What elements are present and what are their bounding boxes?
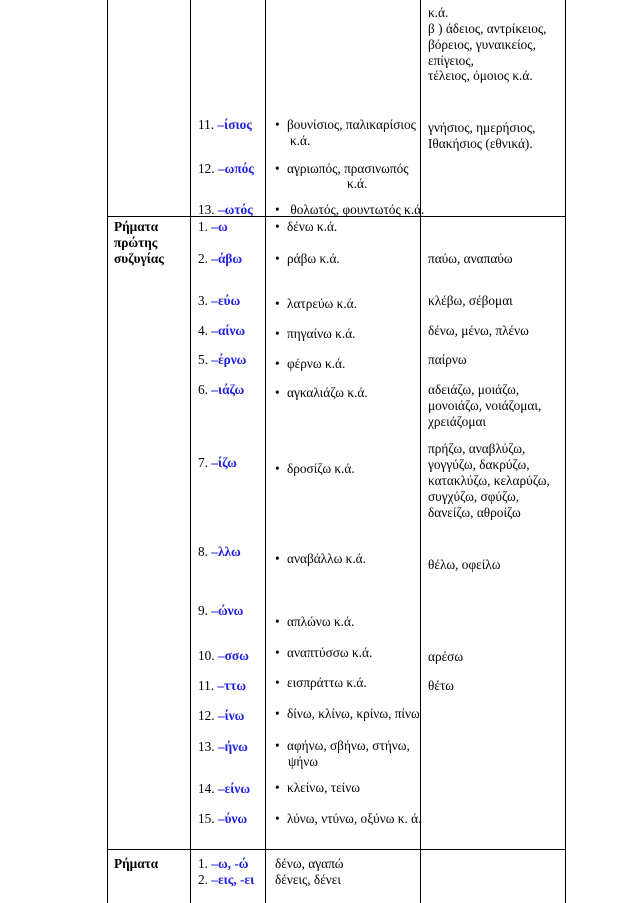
suffix-entry: 3. –εύω	[198, 293, 241, 308]
example-line: • αγκαλιάζω κ.ά.	[275, 385, 368, 401]
example-line: ψήνω	[288, 754, 319, 769]
example-line: • εισπράττω κ.ά.	[275, 675, 367, 691]
note-line: γογγύζω, δακρύζω,	[428, 457, 530, 472]
example-line: • θολωτός, φουντωτός κ.ά.	[275, 202, 424, 218]
note-line: γνήσιος, ημερήσιος,	[428, 120, 536, 135]
suffix-entry: 12. –ίνω	[198, 708, 245, 723]
suffix-entry: 6. –ιάζω	[198, 382, 245, 397]
column-divider-1	[190, 0, 191, 903]
example-line: • κλείνω, τείνω	[275, 780, 360, 796]
example-line: κ.ά.	[290, 133, 311, 148]
note-line: κατακλύζω, κελαρύζω,	[428, 473, 550, 488]
example-line: δένω, αγαπώ	[275, 856, 344, 871]
suffix-entry: 1. –ω	[198, 219, 228, 234]
example-line: • φέρνω κ.ά.	[275, 356, 345, 372]
suffix-entry: 8. –λλω	[198, 544, 241, 559]
note-line: αρέσω	[428, 649, 464, 664]
note-line: μονοιάζω, νοιάζομαι,	[428, 398, 542, 413]
table-border-right	[565, 0, 566, 903]
suffix-entry: 13. –ήνω	[198, 739, 248, 754]
note-line: αδειάζω, μοιάζω,	[428, 382, 520, 397]
suffix-entry: 11. –ίσιος	[198, 117, 252, 132]
note-line: κλέβω, σέβομαι	[428, 293, 513, 308]
table-border-left	[107, 0, 108, 903]
note-line: β ) άδειος, αντρίκειος,	[428, 21, 547, 36]
note-line: επίγειος,	[428, 53, 474, 68]
example-line: • δένω κ.ά.	[275, 219, 337, 235]
example-line: • ράβω κ.ά.	[275, 251, 340, 267]
section-label: Ρήματα	[114, 856, 159, 871]
suffix-entry: 4. –αίνω	[198, 323, 246, 338]
note-line: συγχύζω, σφύζω,	[428, 489, 520, 504]
suffix-entry: 15. –ύνω	[198, 811, 248, 826]
note-line: χρειάζομαι	[428, 414, 486, 429]
note-line: τέλειος, όμοιος κ.ά.	[428, 68, 533, 83]
note-line: πρήζω, αναβλύζω,	[428, 441, 526, 456]
note-line: θέτω	[428, 678, 455, 693]
example-line: κ.ά.	[347, 176, 368, 191]
example-line: • απλώνω κ.ά.	[275, 614, 354, 630]
suffix-entry: 12. –ωπός	[198, 161, 254, 176]
row-divider-bottom	[107, 849, 565, 850]
section-label: πρώτης	[114, 235, 158, 250]
suffix-entry: 13. –ωτός	[198, 202, 253, 217]
suffix-entry: 2. –άβω	[198, 251, 243, 266]
example-line: • αγριωπός, πρασινωπός	[275, 161, 409, 177]
example-line: • αναπτύσσω κ.ά.	[275, 645, 372, 661]
example-line: • λύνω, ντύνω, οξύνω κ. ά.	[275, 811, 421, 827]
note-line: θέλω, οφείλω	[428, 557, 501, 572]
suffix-entry: 7. –ίζω	[198, 455, 237, 470]
column-divider-2	[265, 0, 266, 903]
column-divider-3	[420, 0, 421, 903]
example-line: • δροσίζω κ.ά.	[275, 461, 355, 477]
example-line: • αναβάλλω κ.ά.	[275, 551, 366, 567]
suffix-entry: 9. –ώνω	[198, 603, 244, 618]
suffix-entry: 1. –ω, -ώ	[198, 856, 249, 871]
section-label: Ρήματα	[114, 219, 159, 234]
example-line: δένεις, δένει	[275, 872, 341, 887]
example-line: • δίνω, κλίνω, κρίνω, πίνω	[275, 706, 420, 722]
note-line: δανείζω, αθροίζω	[428, 505, 521, 520]
note-line: δένω, μένω, πλένω	[428, 323, 529, 338]
note-line: παύω, αναπαύω	[428, 251, 513, 266]
suffix-entry: 5. –έρνω	[198, 352, 247, 367]
note-line: Ιθακήσιος (εθνικά).	[428, 136, 533, 151]
example-line: • βουνίσιος, παλικαρίσιος	[275, 117, 416, 133]
note-line: παίρνω	[428, 352, 467, 367]
suffix-entry: 10. –σσω	[198, 648, 249, 663]
note-line: κ.ά.	[428, 5, 449, 20]
suffix-entry: 2. –εις, -ει	[198, 872, 255, 887]
section-label: συζυγίας	[114, 251, 164, 266]
suffix-entry: 11. –ττω	[198, 678, 247, 693]
example-line: • αφήνω, σβήνω, στήνω,	[275, 738, 410, 754]
example-line: • πηγαίνω κ.ά.	[275, 326, 356, 342]
example-line: • λατρεύω κ.ά.	[275, 296, 357, 312]
note-line: βόρειος, γυναικείος,	[428, 37, 536, 52]
suffix-entry: 14. –είνω	[198, 781, 251, 796]
